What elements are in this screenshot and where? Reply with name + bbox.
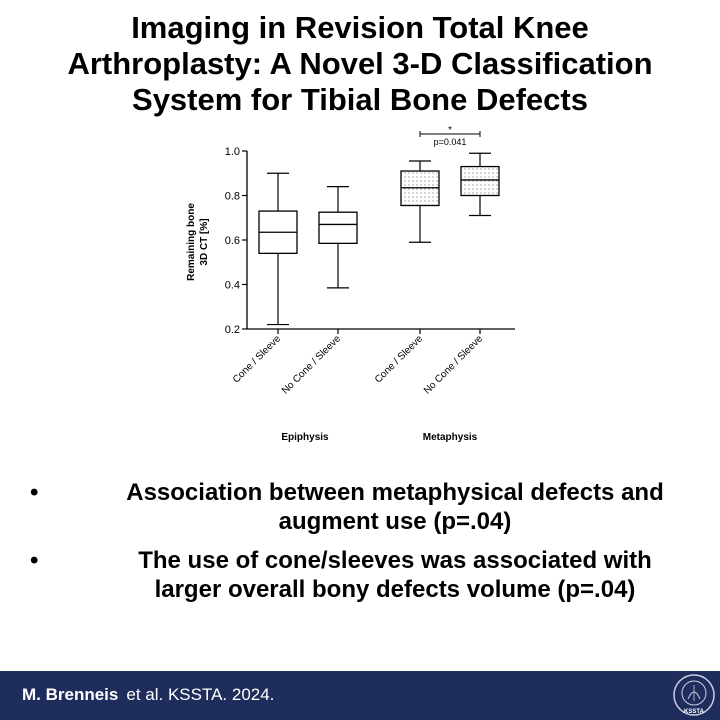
bullet-line: augment use (p=.04)	[278, 508, 512, 535]
group-label: Metaphysis	[422, 432, 478, 443]
title-line-2: Arthroplasty: A Novel 3-D Classification	[67, 46, 653, 81]
significance-star: *	[448, 125, 452, 136]
y-tick-label: 1.0	[224, 146, 240, 158]
group-label: Epiphysis	[281, 432, 329, 443]
y-axis-label: 3D CT [%]	[199, 218, 210, 266]
x-tick-label: Cone / Sleeve	[230, 333, 284, 386]
title-line-1: Imaging in Revision Total Knee	[131, 10, 589, 45]
y-tick-label: 0.6	[224, 235, 240, 247]
x-tick-label: No Cone / Sleeve	[421, 333, 486, 397]
footer-bar	[0, 671, 720, 720]
bullet-marker: •	[30, 547, 39, 574]
kssta-logo	[672, 673, 716, 717]
y-tick-label: 0.8	[224, 190, 240, 203]
y-tick-label: 0.2	[224, 324, 240, 336]
citation	[22, 685, 274, 705]
citation-text: et al. KSSTA. 2024.	[126, 685, 275, 704]
logo-text: KSSTA	[684, 709, 704, 715]
bullet-line: larger overall bony defects volume (p=.04)	[154, 576, 636, 603]
box-iqr	[461, 167, 499, 196]
bullet-list	[20, 478, 710, 614]
title-line-3: System for Tibial Bone Defects	[132, 82, 588, 117]
x-tick-label: No Cone / Sleeve	[279, 333, 344, 397]
bullet-line: Association between metaphysical defects and	[126, 479, 664, 506]
author-name: M. Brenneis	[22, 685, 119, 704]
bullet-marker: •	[30, 479, 39, 506]
bullet-item	[20, 478, 710, 536]
p-value-label: p=0.041	[433, 137, 467, 147]
x-tick-label: Cone / Sleeve	[372, 333, 426, 386]
bullet-line: The use of cone/sleeves was associated with	[138, 547, 652, 574]
bullet-item	[20, 546, 710, 604]
box-iqr	[319, 212, 357, 243]
y-axis-label: Remaining bone	[186, 203, 197, 281]
y-tick-label: 0.4	[224, 279, 240, 292]
bullet-text	[80, 478, 710, 536]
bullet-text	[80, 546, 710, 604]
